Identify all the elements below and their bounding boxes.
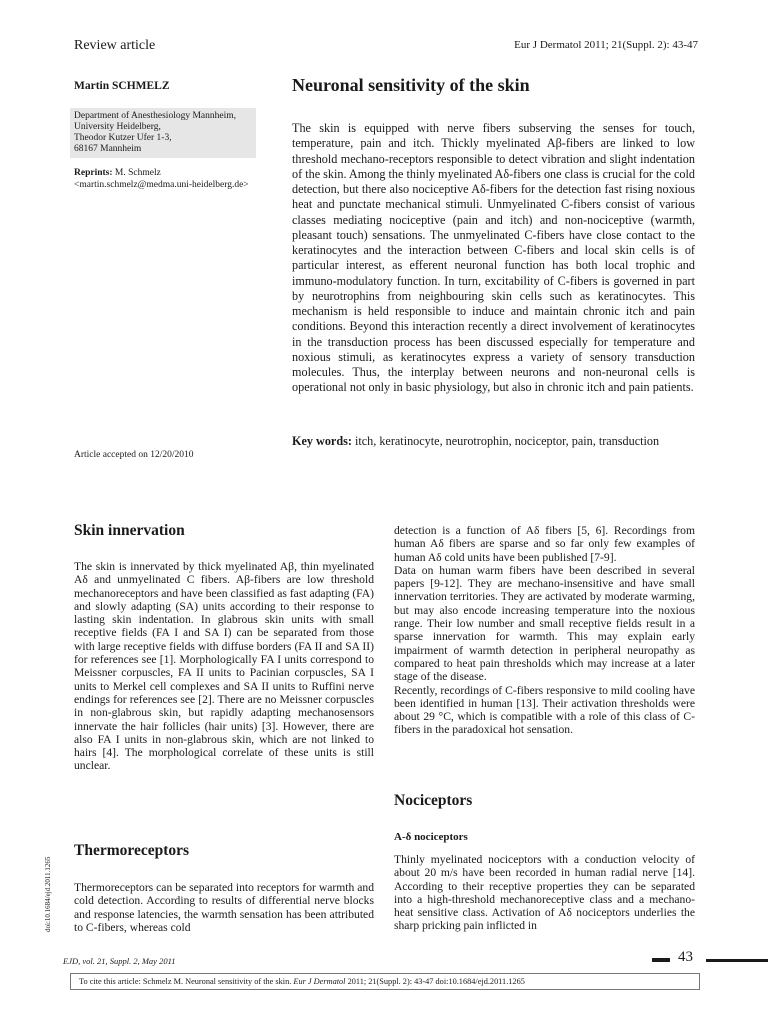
heading-skin-innervation: Skin innervation: [74, 522, 185, 539]
citation-box: [70, 973, 700, 990]
keywords: [292, 434, 695, 449]
page-number: 43: [678, 949, 693, 965]
affiliation-box: [70, 108, 256, 158]
heading-nociceptors: Nociceptors: [394, 792, 473, 809]
citation-suffix: 2011; 21(Suppl. 2): 43-47 doi:10.1684/ejd.2011.1265: [345, 977, 525, 986]
subheading-a-delta-nociceptors: A-δ nociceptors: [394, 831, 468, 843]
reprints-label: Reprints:: [74, 168, 113, 178]
footer-rule: [706, 959, 768, 962]
section-label: Review article: [74, 38, 156, 53]
footer-dash: [652, 958, 670, 962]
reprints-info: [74, 168, 259, 191]
abstract: The skin is equipped with nerve fibers subserving the senses for touch, temperature, pain and itch. Thickly myelinated Aβ-fibers are linked to low threshold mechano-receptors responsible to detect vibration and slight indentation of the skin. Among the thinly myelinated Aδ-fibers one class is crucial for the cold detection, but there also nociceptive Aδ-fibers for the detection fast rising noxious heat and punctate mechanical stimuli. Unmyelinated C-fibers consist of various classes mediating nociceptive (pain and itch) and non-nociceptive (warmth, pleasant touch) sensations. The unmyelinated C-fibers have close contact to the keratinocytes and the interaction between C-fibers and local skin cells is of particular interest, as efferent neuronal function has both local trophic and immuno-modulatory function. In turn, excitability of C-fibers is governed in part by neurotrophins from neighbouring skin cells such as keratinocytes. This mechanism is held responsible to induce and maintain chronic itch and pain conditions. Beyond this interaction recently a direct involvement of keratinocytes in the transduction process has been discussed especially for temperature and noxious stimuli, as keratinocytes express a variety of sensory transduction molecules. Thus, the interplay between neurons and non-neuronal cells is operational not only in basic physiology, but also in chronic itch and pain patients.: [292, 121, 695, 395]
keywords-label: Key words:: [292, 434, 352, 448]
reprints-contact: M. Schmelz <martin.schmelz@medma.uni-heidelberg.de>: [74, 168, 249, 190]
affiliation-line: University Heidelberg,: [74, 122, 161, 132]
footer-journal: EJD, vol. 21, Suppl. 2, May 2011: [63, 956, 176, 966]
nociceptors-text: Thinly myelinated nociceptors with a conduction velocity of about 20 m/s have been recorded in human radial nerve [14]. According to their receptive properties they can be separated into a high-threshold mechanoreceptive class and a mechano-heat sensitive class. Activation of Aδ nociceptors underlies the sharp pricking pain inflicted in: [394, 853, 695, 933]
paragraph: Data on human warm fibers have been described in several papers [9-12]. They are mechano-insensitive and have small innervation territories. They are activated by moderate warming, but may also encode increasing temperature into the noxious range. Their low number and small receptive fields result in a sparse innervation for warmth. This may explain early impairment of warmth detection in peripheral neuropathy as compared to heat pain thresholds which may increase at a later stage of the disease.: [394, 563, 695, 684]
author-name: Martin SCHMELZ: [74, 80, 170, 92]
article-title: Neuronal sensitivity of the skin: [292, 75, 530, 95]
affiliation-line: Department of Anesthesiology Mannheim,: [74, 111, 236, 121]
heading-thermoreceptors: Thermoreceptors: [74, 842, 190, 859]
side-doi: doi:10.1684/ejd.2011.1265: [44, 856, 52, 932]
thermoreceptors-text: Thermoreceptors can be separated into receptors for warmth and cold detection. According to results of differential nerve blocks and response latencies, the warmth sensation has been attributed to C-fibers, whereas cold: [74, 881, 374, 934]
affiliation-line: Theodor Kutzer Ufer 1-3,: [74, 133, 172, 143]
citation-prefix: To cite this article: Schmelz M. Neuronal sensitivity of the skin.: [79, 977, 294, 986]
skin-innervation-text: The skin is innervated by thick myelinated Aβ, thin myelinated Aδ and unmyelinated C fibers. Aβ-fibers are low threshold mechanoreceptors and have been classified as fast adapting (FA) and slowly adapting (SA) units according to their response to lasting skin indentation. In glabrous skin units with small receptive fields (FA I and SA I) can be separated from those with large receptive fields with diffuse borders (FA II and SA II) for references see [1]. Morphologically FA I units correspond to Meissner corpuscles, FA II units to Pacinian corpuscles, SA I units to Merkel cell complexes and SA II units to Ruffini nerve endings for references see [2]. There are no Meissner corpuscles in non-glabrous skin, but rapidly adapting mechanosensors innervate the hair follicles (hair units) [3]. However, there are also FA I units in non-glabrous skin, which are not linked to hairs [4]. The morphological correlate of these units is still unclear.: [74, 560, 374, 773]
journal-reference: Eur J Dermatol 2011; 21(Suppl. 2): 43-47: [514, 39, 698, 51]
paragraph: Recently, recordings of C-fibers responsive to mild cooling have been identified in human [13]. Their activation thresholds were about 29 °C, which is compatible with a role of this class of C-fibers in the paradoxical hot sensation.: [394, 683, 695, 737]
right-column-text: [394, 524, 695, 737]
accepted-date: Article accepted on 12/20/2010: [74, 450, 194, 460]
citation-journal: Eur J Dermatol: [293, 977, 346, 986]
keywords-list: itch, keratinocyte, neurotrophin, nociceptor, pain, transduction: [351, 434, 660, 448]
affiliation-line: 68167 Mannheim: [74, 144, 142, 154]
paragraph: detection is a function of Aδ fibers [5, 6]. Recordings from human Aδ fibers are sparse and so far only few examples of human Aδ cold units have been published [7-9].: [394, 524, 695, 564]
